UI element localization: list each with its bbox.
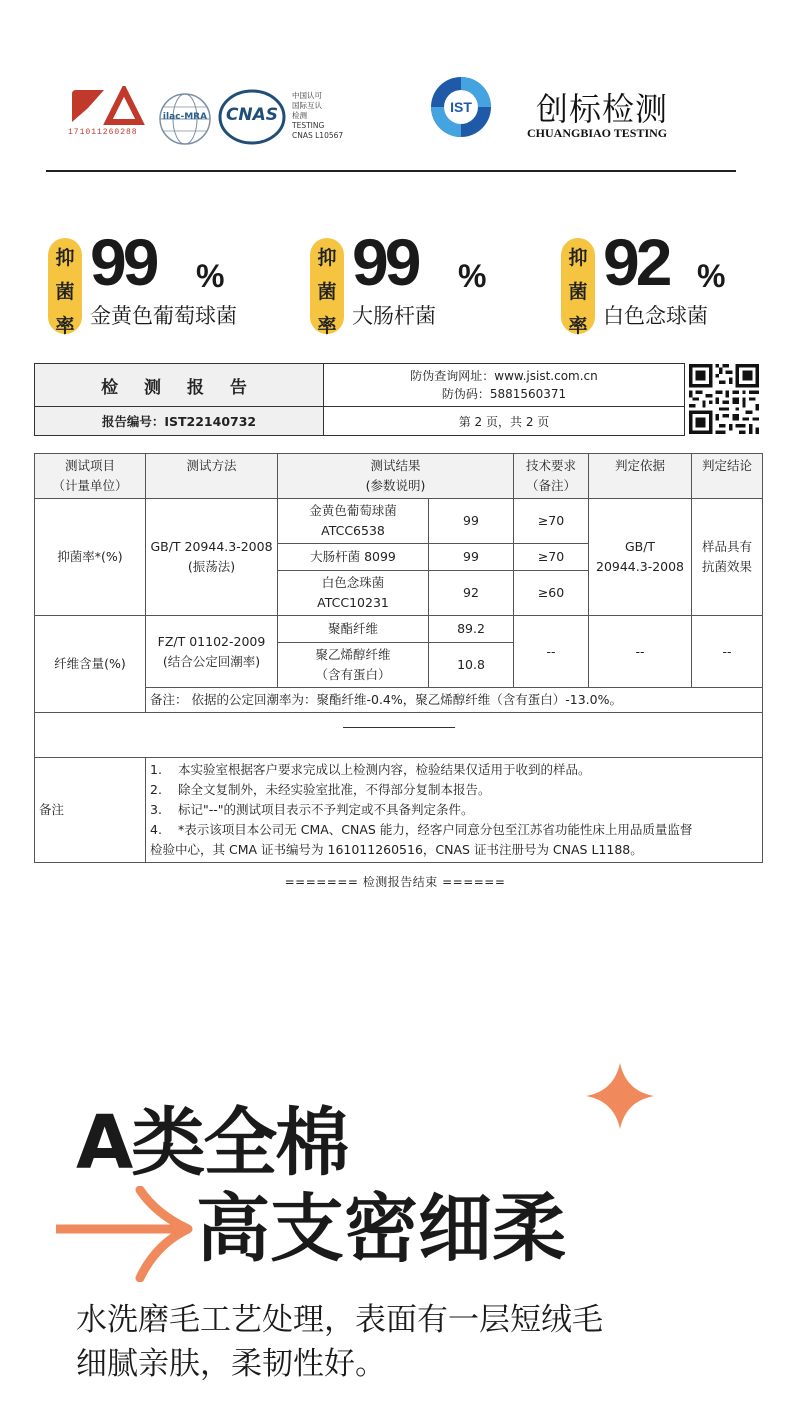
cnas-info bbox=[292, 91, 343, 141]
header-item-label: 测试项目 bbox=[64, 458, 115, 473]
stat-ecoli bbox=[310, 225, 510, 338]
stat-pill-char: 率 bbox=[55, 315, 75, 337]
result-value: 92 bbox=[429, 571, 514, 616]
ilac-text: ilac-MRA bbox=[162, 112, 208, 122]
report-number: 报告编号：IST22140732 bbox=[35, 407, 324, 436]
header-item bbox=[35, 454, 146, 499]
sparkle-icon bbox=[584, 1061, 656, 1131]
note-line bbox=[150, 780, 759, 800]
report-query-code: 防伪码：5881560371 bbox=[441, 387, 567, 401]
stat-value: 92 bbox=[603, 225, 669, 299]
strain-name: 白色念珠菌 bbox=[321, 575, 385, 590]
report-page: 第 2 页，共 2 页 bbox=[324, 407, 685, 436]
company-name-cn: 创标检测 bbox=[536, 90, 669, 128]
fiber-req: -- bbox=[514, 616, 589, 688]
note-line bbox=[150, 820, 759, 840]
fiber-remark: 备注： 依据的公定回潮率为：聚酯纤维-0.4%，聚乙烯醇纤维（含有蛋白）-13.0%。 bbox=[146, 688, 763, 713]
stat-pill bbox=[310, 238, 344, 337]
requirement-value: ≥60 bbox=[514, 571, 589, 616]
promo-description bbox=[76, 1298, 603, 1386]
note-text: 本实验室根据客户要求完成以上检测内容，检验结果仅适用于收到的样品。 bbox=[178, 762, 591, 777]
note-index: 2. bbox=[150, 782, 162, 797]
stat-pill-char: 菌 bbox=[568, 281, 588, 303]
stat-pill bbox=[561, 238, 595, 337]
header-req-sub: （备注） bbox=[526, 478, 577, 493]
arrow-right-icon bbox=[56, 1186, 198, 1282]
result-value: 99 bbox=[429, 499, 514, 544]
basis-line: 20944.3-2008 bbox=[596, 559, 685, 574]
note-index: 1. bbox=[150, 762, 162, 777]
stat-pill-char: 率 bbox=[568, 315, 588, 337]
notes-label: 备注 bbox=[35, 758, 146, 863]
header-conclusion: 判定结论 bbox=[692, 454, 763, 499]
header-req-label: 技术要求 bbox=[526, 458, 577, 473]
header-divider bbox=[46, 170, 736, 172]
notes-cell bbox=[146, 758, 763, 863]
strain-name: 金黄色葡萄球菌 bbox=[309, 503, 397, 518]
stat-value: 99 bbox=[90, 225, 156, 299]
cnas-logo bbox=[218, 89, 286, 145]
report-query-site: 防伪查询网址：www.jsist.com.cn bbox=[410, 369, 598, 383]
stat-pill bbox=[48, 238, 82, 337]
table-row bbox=[35, 616, 763, 643]
note-continuation: 检验中心，其 CMA 证书编号为 161011260516，CNAS 证书注册号为 CNAS L1188。 bbox=[150, 842, 643, 857]
stat-pill-char: 菌 bbox=[55, 281, 75, 303]
cnas-info-line: TESTING bbox=[292, 121, 325, 130]
stat-staph bbox=[48, 225, 268, 338]
cnas-info-line: 国际互认 bbox=[292, 101, 322, 110]
result-value: 89.2 bbox=[429, 616, 514, 643]
strain-code: ATCC6538 bbox=[321, 523, 385, 538]
stat-pill-char: 抑 bbox=[317, 247, 337, 269]
cma-number: 171011260288 bbox=[68, 128, 138, 137]
result-value: 99 bbox=[429, 544, 514, 571]
note-line bbox=[150, 800, 759, 820]
header-method: 测试方法 bbox=[146, 454, 278, 499]
stat-value: 99 bbox=[352, 225, 418, 299]
table-row bbox=[35, 713, 763, 758]
method-code: GB/T 20944.3-2008 bbox=[150, 539, 273, 554]
stat-candida bbox=[561, 225, 761, 338]
conclusion-line: 样品具有 bbox=[702, 539, 753, 554]
method-sub: (结合公定回潮率) bbox=[162, 653, 261, 669]
fiber-item: 纤维含量(%) bbox=[35, 616, 146, 713]
strain-name: 大肠杆菌 8099 bbox=[278, 544, 429, 571]
cnas-info-line: 检测 bbox=[292, 111, 307, 120]
table-header-row bbox=[35, 454, 763, 499]
antibacterial-item: 抑菌率*(%) bbox=[35, 499, 146, 616]
note-line bbox=[150, 760, 759, 780]
note-text: 标记"--"的测试项目表示不予判定或不具备判定条件。 bbox=[178, 802, 474, 817]
requirement-value: ≥70 bbox=[514, 544, 589, 571]
table-row bbox=[35, 758, 763, 863]
antibacterial-conclusion bbox=[692, 499, 763, 616]
stat-pill-char: 抑 bbox=[568, 247, 588, 269]
stat-pill-char: 率 bbox=[317, 315, 337, 337]
stat-unit: % bbox=[196, 258, 225, 294]
promo-title-line1: A类全棉 bbox=[76, 1100, 348, 1186]
stat-pill-char: 菌 bbox=[317, 281, 337, 303]
note-index: 3. bbox=[150, 802, 162, 817]
cma-logo bbox=[68, 86, 148, 142]
fiber-sub: （含有蛋白） bbox=[315, 667, 391, 682]
cnas-info-line: 中国认可 bbox=[292, 91, 322, 100]
stat-unit: % bbox=[697, 258, 726, 294]
note-text: *表示该项目本公司无 CMA、CNAS 能力，经客户同意分包至江苏省功能性床上用品质量监督 bbox=[178, 822, 693, 837]
antibacterial-basis bbox=[589, 499, 692, 616]
ist-badge-text: IST bbox=[450, 99, 472, 115]
report-header-table bbox=[34, 363, 685, 436]
company-name-en: CHUANGBIAO TESTING bbox=[527, 126, 668, 140]
table-row bbox=[35, 499, 763, 544]
method-code: FZ/T 01102-2009 bbox=[157, 633, 266, 649]
header-result bbox=[278, 454, 514, 499]
promo-desc-line: 细腻亲肤，柔韧性好。 bbox=[76, 1346, 386, 1382]
fiber-name: 聚乙烯醇纤维 bbox=[315, 647, 391, 662]
header-basis: 判定依据 bbox=[589, 454, 692, 499]
strain-code: ATCC10231 bbox=[317, 595, 389, 610]
stat-label: 白色念球菌 bbox=[603, 304, 708, 328]
fiber-cell bbox=[278, 643, 429, 688]
fiber-method bbox=[146, 616, 278, 688]
fiber-conclusion: -- bbox=[692, 616, 763, 688]
antibacterial-method bbox=[146, 499, 278, 616]
report-end-marker: ======= 检测报告结束 ====== bbox=[284, 875, 506, 889]
stat-unit: % bbox=[458, 258, 487, 294]
conclusion-line: 抗菌效果 bbox=[702, 559, 753, 574]
basis-line: GB/T bbox=[624, 539, 656, 554]
strain-cell bbox=[278, 571, 429, 616]
report-query bbox=[324, 364, 685, 407]
blank-row bbox=[35, 713, 763, 758]
fiber-name: 聚酯纤维 bbox=[278, 616, 429, 643]
header-result-label: 测试结果 bbox=[370, 458, 421, 473]
fiber-basis: -- bbox=[589, 616, 692, 688]
strain-cell bbox=[278, 499, 429, 544]
cnas-info-line: CNAS L10567 bbox=[292, 131, 344, 140]
ist-logo-icon bbox=[428, 74, 494, 140]
stat-label: 金黄色葡萄球菌 bbox=[90, 304, 237, 328]
ilac-mra-logo bbox=[158, 92, 212, 146]
header-req bbox=[514, 454, 589, 499]
blank-row-line bbox=[343, 727, 455, 728]
stat-label: 大肠杆菌 bbox=[352, 304, 436, 328]
qr-code-icon bbox=[689, 364, 759, 434]
header-item-sub: （计量单位） bbox=[52, 478, 128, 493]
cma-mark-icon bbox=[68, 86, 146, 126]
test-results-table bbox=[34, 453, 763, 863]
result-value: 10.8 bbox=[429, 643, 514, 688]
stat-pill-char: 抑 bbox=[55, 247, 75, 269]
note-index: 4. bbox=[150, 822, 162, 837]
promo-title-line2: 高支密细柔 bbox=[196, 1186, 566, 1272]
method-sub: (振荡法) bbox=[187, 559, 236, 574]
promo-desc-line: 水洗磨毛工艺处理，表面有一层短绒毛 bbox=[76, 1302, 603, 1338]
note-text: 除全文复制外，未经实验室批准，不得部分复制本报告。 bbox=[178, 782, 491, 797]
requirement-value: ≥70 bbox=[514, 499, 589, 544]
header-result-sub: (参数说明) bbox=[365, 478, 426, 493]
report-title: 检 测 报 告 bbox=[35, 364, 324, 407]
cnas-text: CNAS bbox=[225, 105, 279, 125]
